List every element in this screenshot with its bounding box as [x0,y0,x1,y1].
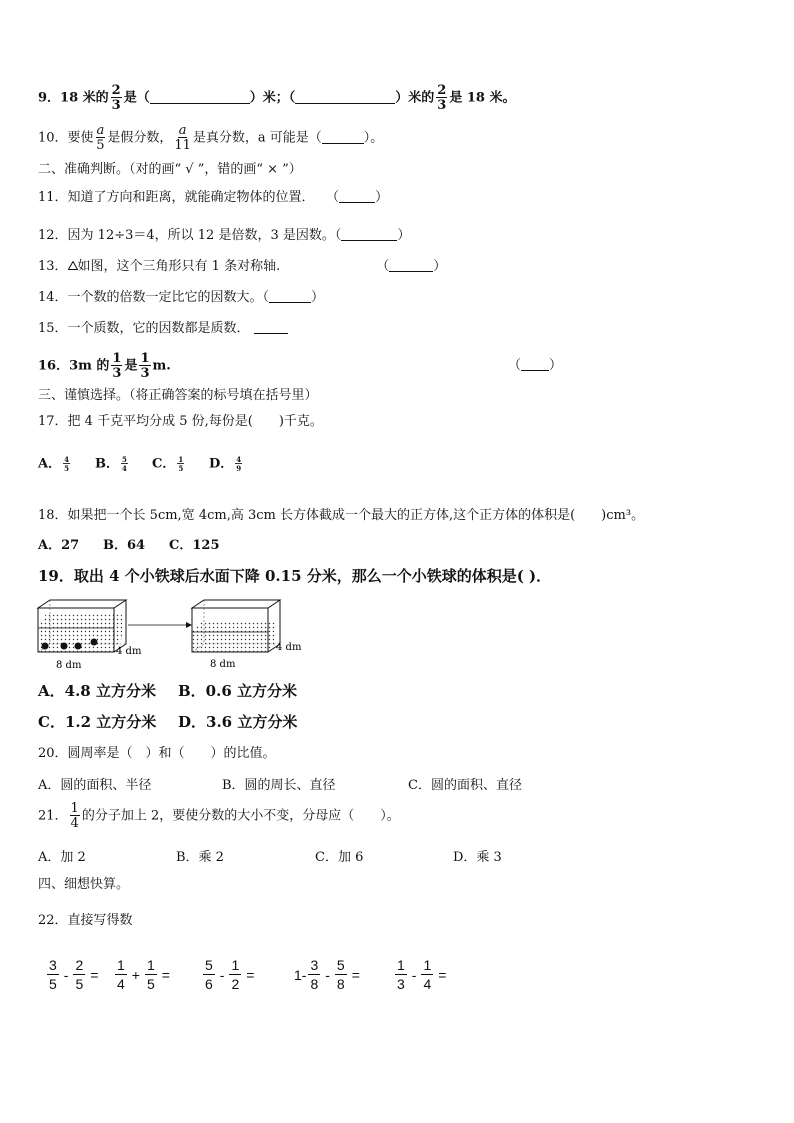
answer-blank[interactable] [269,290,311,303]
question-16 [38,352,171,380]
fraction: $\frac{1}{3}$ [112,351,122,381]
calc-item: 5 6 - $\frac{1}{2}$ = [205,957,255,992]
tank-diagram [36,598,356,678]
fraction: $\frac{a}{11}$ [174,123,191,153]
answer-blank[interactable] [339,190,375,203]
question-17: 17．把 4 千克平均分成 5 份,每份是( )千克。 [38,414,323,429]
calc-item: 1 3 - $\frac{1}{4}$ = [397,957,447,992]
answer-blank[interactable] [341,228,397,241]
question-10 [38,124,383,152]
q21-number: 21． [38,808,68,824]
option-d[interactable]: D．乘 3 [453,850,502,865]
answer-blank[interactable] [521,358,549,371]
tank-after [192,600,280,652]
height-label: 4 dm [276,642,302,653]
calc-item: 1- 3 8 - $\frac{5}{8}$ = [294,957,360,992]
option-b[interactable]: B．64 [103,538,146,553]
q9-text: ）米；（ [249,90,296,106]
q10-text: 10．要使 [38,130,94,146]
q10-text: 是真分数，a 可能是（ [192,130,322,146]
fraction: $\frac{2}{3}$ [437,83,447,113]
q14-text: 14．一个数的倍数一定比它的因数大。（ [38,290,270,305]
q16-text: 是 [124,358,138,374]
option-d[interactable]: D．3.6 立方分米 [178,713,298,731]
section-3-heading: 三、谨慎选择。（将正确答案的标号填在括号里） [38,388,318,403]
iron-ball [42,643,49,650]
q13-text: 如图，这个三角形只有 1 条对称轴. [77,259,281,274]
paren: （ [376,259,390,274]
paren: ） [397,228,411,243]
section-4-heading: 四、细想快算。 [38,877,130,892]
iron-ball [91,639,98,646]
paren: ） [375,190,389,205]
height-label: 4 dm [116,646,142,657]
question-12 [38,228,410,242]
option-a[interactable]: A．27 [38,538,80,553]
option-a[interactable]: A． $\frac{4}{5}$ [38,455,69,473]
width-label: 8 dm [56,660,82,671]
answer-blank[interactable] [254,321,288,334]
q9-text: 是（ [123,90,150,106]
paren: ） [433,259,447,274]
fraction: $\frac{a}{5}$ [96,123,105,153]
option-c[interactable]: C．125 [169,538,220,553]
q9-text: 是 18 米。 [449,90,516,106]
question-18: 18．如果把一个长 5cm,宽 4cm,高 3cm 长方体截成一个最大的正方体,这个正方体的体积是( )cm³。 [38,508,645,523]
option-d[interactable]: D． $\frac{4}{9}$ [209,455,242,473]
triangle-icon [68,261,78,270]
section-2-heading: 二、准确判断。（对的画“ √ ”，错的画“ × ”） [38,162,302,177]
paren: ） [311,290,325,305]
q9-text: ）米的 [395,90,435,106]
question-9 [38,84,515,112]
option-a[interactable]: A．圆的面积、半径 [38,778,152,793]
option-a[interactable]: A．4.8 立方分米 [38,682,156,700]
paren: （ [508,358,522,373]
option-a[interactable]: A．加 2 [38,850,86,865]
q10-text: ）。 [363,130,384,146]
calc-item: 3 5 - $\frac{2}{5}$ = [49,957,99,992]
question-16-answer [508,358,562,372]
answer-blank[interactable] [389,259,433,272]
question-22: 22．直接写得数 [38,913,133,928]
paren: ） [549,358,563,373]
option-c[interactable]: C． $\frac{1}{5}$ [152,455,184,473]
option-b[interactable]: B．乘 2 [176,850,224,865]
q10-text: 是假分数， [107,130,173,146]
question-11 [38,190,388,204]
question-21 [38,802,400,830]
question-15 [38,321,288,335]
option-c[interactable]: C．加 6 [315,850,364,865]
answer-blank[interactable] [150,91,250,104]
fraction: $\frac{1}{3}$ [140,351,150,381]
option-c[interactable]: C．1.2 立方分米 [38,713,157,731]
q12-text: 12．因为 12÷3＝4，所以 12 是倍数，3 是因数。（ [38,228,342,243]
q16-text: m. [152,358,171,374]
width-label: 8 dm [210,659,236,670]
q9-text: 9．18 米的 [38,90,109,106]
iron-ball [61,643,68,650]
option-b[interactable]: B．0.6 立方分米 [178,682,297,700]
question-13 [38,259,446,273]
q13-text: 13． [38,259,68,274]
q16-text: 16．3m 的 [38,358,110,374]
q11-text: 11．知道了方向和距离，就能确定物体的位置． [38,190,315,205]
question-19: 19．取出 4 个小铁球后水面下降 0.15 分米，那么一个小铁球的体积是( )． [38,567,552,585]
fraction: $\frac{2}{3}$ [111,83,121,113]
q15-text: 15．一个质数，它的因数都是质数． [38,321,250,336]
answer-blank[interactable] [295,91,395,104]
question-20: 20．圆周率是（ ）和（ ）的比值。 [38,746,276,761]
tank-before [38,600,126,652]
question-14 [38,290,324,304]
q21-text: 的分子加上 2，要使分数的大小不变，分母应（ ）。 [81,808,400,824]
iron-ball [75,643,82,650]
option-c[interactable]: C．圆的面积、直径 [408,778,522,793]
option-b[interactable]: B．圆的周长、直径 [222,778,336,793]
answer-blank[interactable] [322,131,364,144]
fraction: $\frac{1}{4}$ [70,801,79,831]
option-b[interactable]: B． $\frac{5}{4}$ [95,455,127,473]
paren: （ [332,190,340,205]
calc-item: 1 4 + $\frac{1}{5}$ = [117,957,170,992]
